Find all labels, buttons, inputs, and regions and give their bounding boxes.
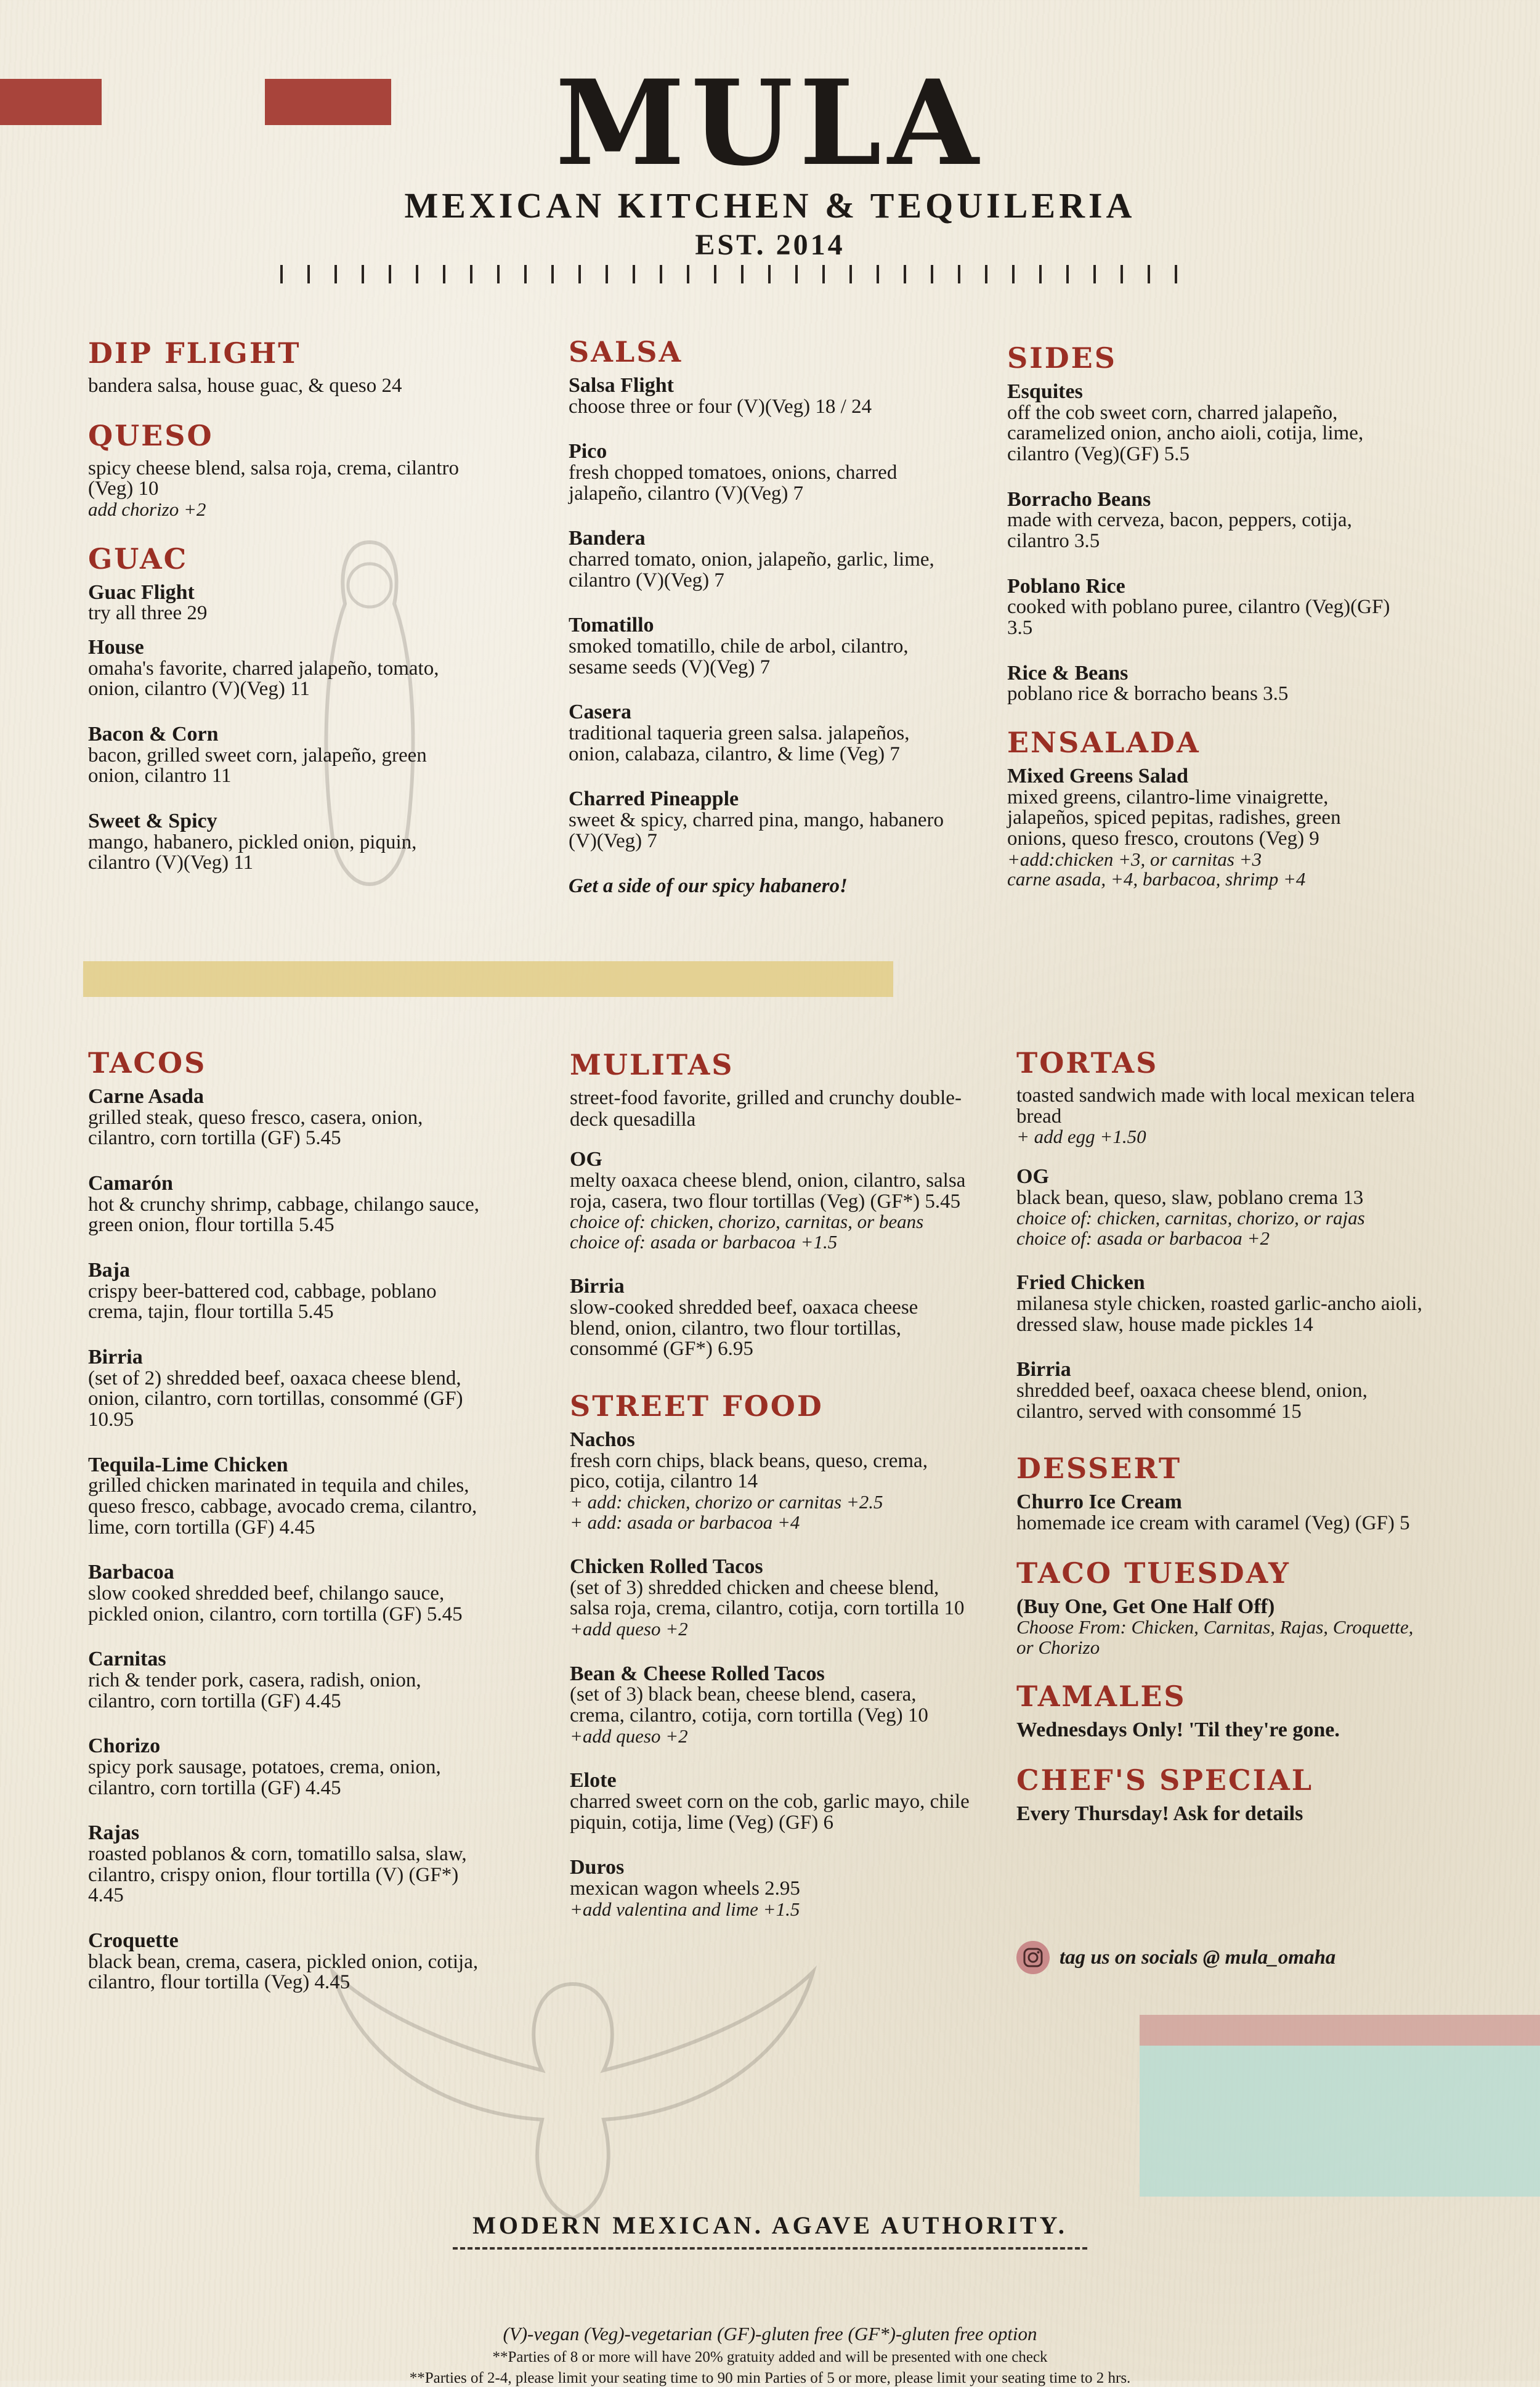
social-handle: tag us on socials @ mula_omaha <box>1060 1946 1336 1969</box>
guac-section <box>88 542 470 874</box>
item-desc: spicy cheese blend, salsa roja, crema, cilantro (Veg) 10 <box>88 457 459 500</box>
menu-item <box>569 614 950 678</box>
item-name: Churro Ice Cream <box>1016 1490 1182 1514</box>
item-name: Poblano Rice <box>1007 574 1125 598</box>
menu-item <box>1016 1272 1423 1335</box>
gratuity-note: **Parties of 8 or more will have 20% gratuity added and will be presented with one check <box>492 2349 1048 2365</box>
item-desc: black bean, queso, slaw, poblano crema 13 <box>1016 1186 1364 1209</box>
item-desc: bandera salsa, house guac, & queso 24 <box>88 375 402 397</box>
menu-item <box>570 1275 970 1360</box>
item-add: choice of: chicken, carnitas, chorizo, or rajas <box>1016 1207 1365 1229</box>
item-name: Nachos <box>570 1428 635 1452</box>
item-name: Tomatillo <box>569 614 654 637</box>
item-name: Bean & Cheese Rolled Tacos <box>570 1662 825 1685</box>
item-name: Bandera <box>569 527 646 550</box>
menu-item <box>88 636 470 700</box>
menu-item <box>570 1663 970 1747</box>
item-desc: grilled steak, queso fresco, casera, onion, cilantro, corn tortilla (GF) 5.45 <box>88 1106 423 1150</box>
item-name: Birria <box>88 1346 143 1368</box>
tortas-section <box>1016 1046 1423 1423</box>
tamales-note: Wednesdays Only! 'Til they're gone. <box>1016 1718 1340 1742</box>
item-add: +add queso +2 <box>570 1725 688 1747</box>
item-desc: omaha's favorite, charred jalapeño, tomato, onion, cilantro (V)(Veg) 11 <box>88 657 439 701</box>
deal-choices: Choose From: Chicken, Carnitas, Rajas, Croquette, or Chorizo <box>1016 1616 1414 1658</box>
item-add: carne asada, +4, barbacoa, shrimp +4 <box>1007 868 1306 890</box>
section-title: ENSALADA <box>1007 726 1201 759</box>
teal-block <box>1140 2046 1540 2197</box>
seating-note: **Parties of 2-4, please limit your seating time to 90 min Parties of 5 or more, please limit your seating time to 2 hrs. <box>409 2370 1131 2386</box>
item-desc: fresh corn chips, black beans, queso, crema, pico, cotija, cilantro 14 <box>570 1449 928 1493</box>
menu-item <box>570 1856 970 1919</box>
item-name: OG <box>570 1148 602 1171</box>
menu-item <box>570 1429 970 1532</box>
item-name: Birria <box>1016 1358 1071 1381</box>
item-name: OG <box>1016 1165 1049 1188</box>
item-name: Elote <box>570 1769 617 1792</box>
instagram-icon <box>1016 1941 1050 1974</box>
item-desc: spicy pork sausage, potatoes, crema, onion, cilantro, corn tortilla (GF) 4.45 <box>88 1756 441 1799</box>
item-desc: black bean, crema, casera, pickled onion, cotija, cilantro, flour tortilla (Veg) 4.45 <box>88 1950 479 1994</box>
menu-item <box>88 582 470 624</box>
sides-section <box>1007 341 1401 706</box>
item-name: Carne Asada <box>88 1085 204 1108</box>
salsa-section <box>569 335 950 898</box>
section-title: SIDES <box>1007 341 1117 375</box>
item-name: Carnitas <box>88 1648 166 1671</box>
column-right-top <box>1007 341 1401 922</box>
item-desc: bacon, grilled sweet corn, jalapeño, green onion, cilantro 11 <box>88 744 427 787</box>
menu-item <box>569 701 950 765</box>
menu-item <box>88 1454 482 1539</box>
column-right-bottom <box>1016 1046 1423 1857</box>
item-name: Charred Pineapple <box>569 787 739 811</box>
item-add: + add egg +1.50 <box>1016 1126 1146 1148</box>
ensalada-section <box>1007 728 1401 890</box>
menu-item <box>1007 381 1401 465</box>
menu-item <box>88 1259 482 1323</box>
social-tag <box>1016 1941 1335 1974</box>
item-desc: charred sweet corn on the cob, garlic mayo, chile piquin, cotija, lime (Veg) (GF) 6 <box>570 1790 970 1834</box>
item-name: Rice & Beans <box>1007 661 1129 685</box>
item-desc: try all three 29 <box>88 602 208 625</box>
menu-item <box>569 375 950 417</box>
item-desc: grilled chicken marinated in tequila and chiles, queso fresco, cabbage, avocado crema, cilantro, lime, corn tortilla (GF) 4.45 <box>88 1474 477 1539</box>
item-desc: sweet & spicy, charred pina, mango, habanero (V)(Veg) 7 <box>569 809 944 852</box>
item-desc: charred tomato, onion, jalapeño, garlic, lime, cilantro (V)(Veg) 7 <box>569 548 934 592</box>
item-name: Tequila-Lime Chicken <box>88 1453 288 1476</box>
section-title: GUAC <box>88 542 188 575</box>
item-desc: milanesa style chicken, roasted garlic-ancho aioli, dressed slaw, house made pickles 14 <box>1016 1292 1422 1336</box>
dessert-section <box>1016 1454 1423 1534</box>
section-intro: toasted sandwich made with local mexican telera bread <box>1016 1084 1415 1128</box>
item-desc: homemade ice cream with caramel (Veg) (GF) 5 <box>1016 1511 1410 1534</box>
item-desc: rich & tender pork, casera, radish, onion, cilantro, corn tortilla (GF) 4.45 <box>88 1669 421 1712</box>
dip-flight-section <box>88 336 470 397</box>
menu-item <box>88 1086 482 1149</box>
menu-item <box>1007 662 1401 705</box>
chefs-special-section <box>1016 1763 1423 1826</box>
item-desc: fresh chopped tomatoes, onions, charred jalapeño, cilantro (V)(Veg) 7 <box>569 462 898 505</box>
menu-item <box>1007 575 1401 639</box>
item-desc: hot & crunchy shrimp, cabbage, chilango sauce, green onion, flour tortilla 5.45 <box>88 1193 480 1237</box>
column-center-top <box>569 335 950 930</box>
section-title: DIP FLIGHT <box>88 336 301 370</box>
section-title: TAMALES <box>1016 1680 1186 1714</box>
established-year: EST. 2014 <box>695 229 845 261</box>
section-intro: street-food favorite, grilled and crunchy double-deck quesadilla <box>570 1087 962 1131</box>
dietary-legend: (V)-vegan (Veg)-vegetarian (GF)-gluten free (GF*)-gluten free option <box>503 2323 1037 2344</box>
item-desc: choose three or four (V)(Veg) 18 / 24 <box>569 395 872 418</box>
menu-item <box>88 1930 482 1993</box>
item-name: Baja <box>88 1259 130 1282</box>
item-name: Barbacoa <box>88 1561 174 1584</box>
item-name: Duros <box>570 1856 625 1879</box>
item-add: choice of: asada or barbacoa +2 <box>1016 1227 1270 1249</box>
item-add: choice of: asada or barbacoa +1.5 <box>570 1230 838 1253</box>
menu-item <box>570 1556 970 1640</box>
habanero-callout: Get a side of our spicy habanero! <box>569 875 848 898</box>
item-add: +add valentina and lime +1.5 <box>570 1898 800 1920</box>
item-desc: melty oaxaca cheese blend, onion, cilantro, salsa roja, casera, two flour tortillas (Veg) (GF*) 5.45 <box>570 1169 966 1213</box>
menu-item <box>569 788 950 852</box>
item-name: Croquette <box>88 1929 179 1952</box>
section-title: MULITAS <box>570 1048 734 1081</box>
column-left-bottom <box>88 1046 482 2017</box>
brand-name: MULA <box>555 54 985 192</box>
taco-tuesday-section <box>1016 1556 1423 1658</box>
item-desc: roasted poblanos & corn, tomatillo salsa, slaw, cilantro, crispy onion, flour tortilla (V) (GF*) 4.45 <box>88 1843 467 1907</box>
item-add: choice of: chicken, chorizo, carnitas, or beans <box>570 1211 924 1233</box>
item-desc: shredded beef, oaxaca cheese blend, onion, cilantro, served with consommé 15 <box>1016 1379 1368 1423</box>
section-title: DESSERT <box>1016 1452 1182 1486</box>
item-name: Rajas <box>88 1821 140 1845</box>
menu-item <box>569 527 950 591</box>
item-desc: off the cob sweet corn, charred jalapeño, caramelized onion, ancho aioli, cotija, lime, cilantro (Veg)(GF) 5.5 <box>1007 401 1364 465</box>
item-desc: mixed greens, cilantro-lime vinaigrette, jalapeños, spiced pepitas, radishes, green onions, queso fresco, croutons (Veg) 9 <box>1007 786 1341 850</box>
section-title: QUESO <box>88 418 214 452</box>
menu-item <box>1007 489 1401 552</box>
tick-divider <box>280 265 1198 283</box>
mulitas-section <box>570 1048 970 1360</box>
item-desc: slow cooked shredded beef, chilango sauce, pickled onion, cilantro, corn tortilla (GF) 5.45 <box>88 1582 463 1625</box>
item-name: House <box>88 635 144 659</box>
deal-text: (Buy One, Get One Half Off) <box>1016 1595 1275 1618</box>
item-desc: (set of 3) black bean, cheese blend, casera, crema, cilantro, cotija, corn tortilla (Veg) 10 <box>570 1683 928 1727</box>
item-desc: (set of 2) shredded beef, oaxaca cheese blend, onion, cilantro, corn tortillas, consommé (GF) 10.95 <box>88 1367 463 1431</box>
item-name: Camarón <box>88 1172 173 1195</box>
dashed-divider <box>453 2247 1087 2250</box>
menu-item <box>88 1561 482 1625</box>
item-desc: made with cerveza, bacon, peppers, cotija, cilantro 3.5 <box>1007 509 1352 552</box>
street-food-section <box>570 1389 970 1920</box>
item-desc: traditional taqueria green salsa. jalapeños, onion, calabaza, cilantro, & lime (Veg) 7 <box>569 722 910 765</box>
item-name: Chorizo <box>88 1734 161 1758</box>
section-title: TACOS <box>88 1046 207 1080</box>
section-title: TACO TUESDAY <box>1016 1556 1291 1590</box>
footer-motto: MODERN MEXICAN. AGAVE AUTHORITY. <box>472 2211 1068 2239</box>
item-add: add chorizo +2 <box>88 498 206 520</box>
queso-section <box>88 418 470 520</box>
chefs-special-note: Every Thursday! Ask for details <box>1016 1802 1303 1826</box>
menu-item <box>88 810 470 874</box>
item-desc: mexican wagon wheels 2.95 <box>570 1877 800 1900</box>
item-name: Mixed Greens Salad <box>1007 765 1189 787</box>
menu-item <box>88 1822 482 1906</box>
item-add: +add queso +2 <box>570 1618 688 1640</box>
item-name: Fried Chicken <box>1016 1271 1145 1295</box>
menu-item <box>88 723 470 787</box>
menu-item <box>88 1735 482 1799</box>
brand-tagline: MEXICAN KITCHEN & TEQUILERIA <box>404 185 1136 226</box>
menu-item <box>1016 1359 1423 1422</box>
column-center-bottom <box>570 1048 970 1951</box>
mustard-band <box>83 961 893 997</box>
section-title: CHEF'S SPECIAL <box>1016 1763 1314 1797</box>
menu-item <box>88 1173 482 1236</box>
item-desc: smoked tomatillo, chile de arbol, cilantro, sesame seeds (V)(Veg) 7 <box>569 635 909 678</box>
item-name: Salsa Flight <box>569 374 674 397</box>
section-title: STREET FOOD <box>570 1389 824 1423</box>
menu-item <box>1016 1166 1423 1248</box>
section-title: TORTAS <box>1016 1046 1159 1080</box>
item-desc: (set of 3) shredded chicken and cheese blend, salsa roja, crema, cilantro, cotija, corn tortilla 10 <box>570 1576 965 1620</box>
tamales-section <box>1016 1682 1423 1741</box>
item-desc: mango, habanero, pickled onion, piquin, cilantro (V)(Veg) 11 <box>88 831 417 874</box>
item-add: +add:chicken +3, or carnitas +3 <box>1007 848 1262 870</box>
menu-item <box>569 441 950 504</box>
item-name: Casera <box>569 701 631 724</box>
menu-item <box>570 1149 970 1252</box>
column-left-top <box>88 336 470 906</box>
item-desc: crispy beer-battered cod, cabbage, poblano crema, tajin, flour tortilla 5.45 <box>88 1280 437 1324</box>
item-add: + add: chicken, chorizo or carnitas +2.5 <box>570 1491 883 1513</box>
item-desc: slow-cooked shredded beef, oaxaca cheese blend, onion, cilantro, two flour tortillas, consommé (GF*) 6.95 <box>570 1296 918 1360</box>
item-name: Sweet & Spicy <box>88 809 217 832</box>
section-title: SALSA <box>569 335 683 368</box>
item-name: Chicken Rolled Tacos <box>570 1555 763 1579</box>
item-add: + add: asada or barbacoa +4 <box>570 1511 800 1533</box>
pink-band <box>1140 2015 1540 2046</box>
item-name: Bacon & Corn <box>88 722 219 746</box>
menu-item <box>88 1648 482 1712</box>
item-name: Birria <box>570 1275 625 1298</box>
item-name: Guac Flight <box>88 580 195 604</box>
menu-item <box>570 1770 970 1833</box>
item-desc: poblano rice & borracho beans 3.5 <box>1007 683 1289 706</box>
item-name: Esquites <box>1007 380 1083 403</box>
item-desc: cooked with poblano puree, cilantro (Veg)(GF) 3.5 <box>1007 596 1390 639</box>
item-name: Pico <box>569 440 607 463</box>
item-name: Borracho Beans <box>1007 487 1151 511</box>
menu-item <box>88 1346 482 1431</box>
